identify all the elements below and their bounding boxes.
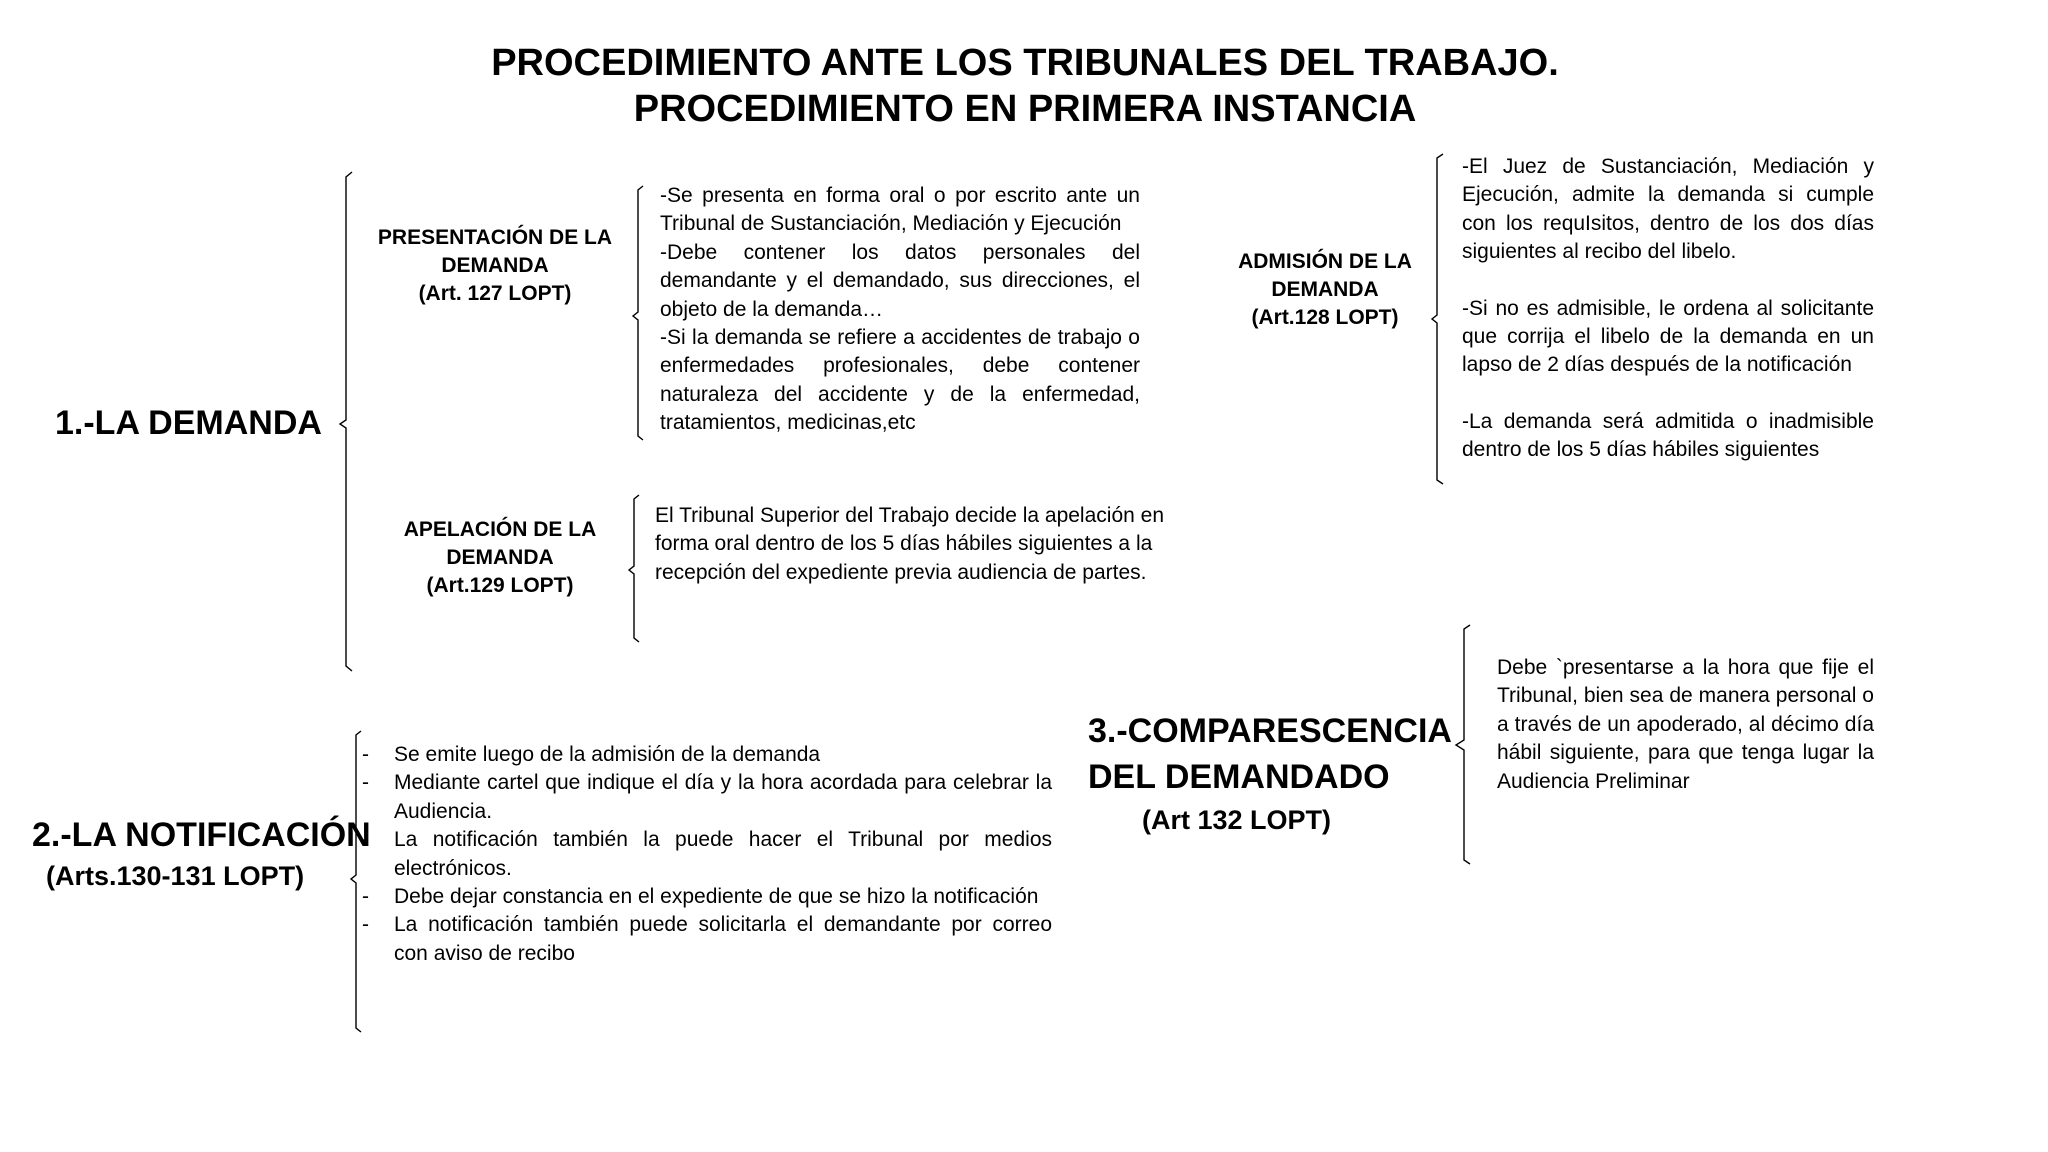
apelacion-label: [385, 516, 615, 600]
bracket-notificacion: [351, 731, 361, 1032]
comparescencia-subheading: (Art 132 LOPT): [1142, 805, 1332, 835]
comparescencia-heading-line-2: DEL DEMANDADO: [1088, 758, 1390, 796]
apelacion-label-line-2: DEMANDA: [446, 546, 554, 569]
bracket-presentacion: [633, 186, 643, 440]
bracket-apelacion: [629, 495, 639, 642]
comparescencia-heading: [1088, 708, 1452, 800]
presentacion-paragraph-2: -Debe contener los datos personales del demandante y el demandado, sus direcciones, el objeto de la demanda…: [660, 240, 1140, 321]
admision-paragraph-2: -Si no es admisible, le ordena al solicitante que corrija el libelo de la demanda en un lapso de 2 días después de la notificación: [1462, 296, 1874, 377]
presentacion-label-line-1: PRESENTACIÓN DE LA: [377, 226, 613, 249]
apelacion-text: El Tribunal Superior del Trabajo decide la apelación en forma oral dentro de los 5 días hábiles siguientes a la recepción del expediente previa audiencia de partes.: [655, 504, 1164, 584]
admision-label-line-1: ADMISIÓN DE LA: [1238, 250, 1412, 273]
presentacion-text: [660, 182, 1140, 438]
presentacion-paragraph-3: -Si la demanda se refiere a accidentes de trabajo o enfermedades profesionales, debe contener naturaleza del accidente y de la enfermedad, tratamientos, medicinas,etc: [660, 326, 1140, 435]
title-line-2: PROCEDIMIENTO EN PRIMERA INSTANCIA: [633, 88, 1417, 130]
admision-label-line-2: DEMANDA: [1271, 278, 1379, 301]
presentacion-label-line-2: DEMANDA: [441, 254, 549, 277]
bracket-comparescencia: [1456, 625, 1470, 864]
presentacion-label-line-3: (Art. 127 LOPT): [418, 282, 572, 305]
demanda-heading: 1.-LA DEMANDA: [55, 404, 322, 442]
notificacion-list: [362, 741, 1052, 968]
bracket-demanda: [340, 172, 352, 671]
presentacion-paragraph-1: -Se presenta en forma oral o por escrito ante un Tribunal de Sustanciación, Mediación y Ejecución: [660, 184, 1140, 236]
comparescencia-text: Debe `presentarse a la hora que fije el Tribunal, bien sea de manera personal o a través de un apoderado, al décimo día hábil siguiente, para que tenga lugar la Audiencia Preliminar: [1497, 656, 1874, 793]
list-item: - Se emite luego de la admisión de la demanda: [362, 741, 1052, 769]
admision-text: [1462, 153, 1874, 465]
notificacion-text: [362, 741, 1052, 968]
admision-label: [1215, 248, 1435, 332]
admision-paragraph-1: -El Juez de Sustanciación, Mediación y Ejecución, admite la demanda si cumple con los requIsitos, dentro de los dos días siguientes al recibo del libelo.: [1462, 155, 1874, 264]
admision-label-line-3: (Art.128 LOPT): [1251, 306, 1399, 329]
notificacion-heading: [32, 812, 371, 858]
notificacion-heading-line-1: 2.-LA NOTIFICACIÓN: [32, 816, 371, 854]
apelacion-label-line-3: (Art.129 LOPT): [426, 574, 574, 597]
apelacion-label-line-1: APELACIÓN DE LA: [403, 518, 597, 541]
list-item: - Mediante cartel que indique el día y la hora acordada para celebrar la Audiencia.: [362, 769, 1052, 826]
list-item: - La notificación también puede solicitarla el demandante por correo con aviso de recibo: [362, 911, 1052, 968]
comparescencia-heading-line-1: 3.-COMPARESCENCIA: [1088, 712, 1452, 750]
presentacion-label: [370, 224, 620, 308]
title-line-1: PROCEDIMIENTO ANTE LOS TRIBUNALES DEL TRABAJO.: [491, 42, 1559, 84]
list-item: - Debe dejar constancia en el expediente de que se hizo la notificación: [362, 883, 1052, 911]
list-item: - La notificación también la puede hacer el Tribunal por medios electrónicos.: [362, 826, 1052, 883]
admision-paragraph-3: -La demanda será admitida o inadmisible dentro de los 5 días hábiles siguientes: [1462, 409, 1874, 462]
notificacion-subheading: (Arts.130-131 LOPT): [46, 861, 305, 891]
